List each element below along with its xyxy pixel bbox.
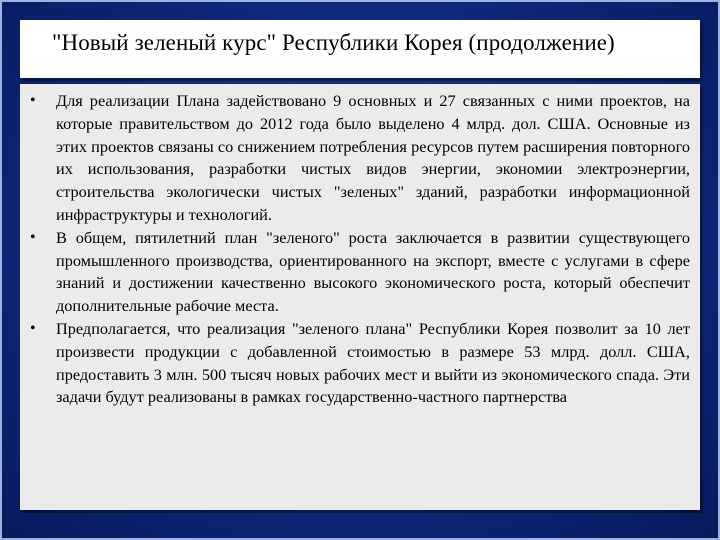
- bullet-icon: •: [30, 92, 36, 109]
- bullet-list: [30, 90, 690, 409]
- bullet-text-3: Предполагается, что реализация "зеленого плана" Республики Корея позволит за 10 лет произвести продукции с добавленной стоимостью в размере 53 млрд. долл. США, предоставить 3 млн. 500 тысяч новых рабочих мест и выйти из экономического спада. Эти задачи будут реализованы в рамках государственно-частного партнерства: [56, 318, 690, 407]
- bullet-item-2: [30, 227, 690, 318]
- bullet-item-1: [30, 90, 690, 227]
- bullet-icon: •: [30, 319, 36, 337]
- slide-title: "Новый зеленый курс" Республики Корея (продолжение): [52, 30, 615, 55]
- bullet-item-3: [30, 318, 690, 409]
- bullet-icon: •: [30, 228, 36, 246]
- bullet-text-2: В общем, пятилетний план "зеленого" роста заключается в развитии существующего промышленного производства, ориентированного на экспорт, вместе с услугами в сфере знаний и достижении качественно высокого экономического роста, который обеспечит дополнительные рабочие места.: [56, 227, 690, 316]
- content-box: [20, 84, 700, 510]
- title-box: [20, 20, 700, 78]
- bullet-text-1: Для реализации Плана задействовано 9 основных и 27 связанных с ними проектов, на которые правительством до 2012 года было выделено 4 млрд. дол. США. Основные из этих проектов связаны со снижением потребления ресурсов путем расширения повторного их использования, разработки чистых видов энергии, экономии электроэнергии, строительства экологически чистых "зеленых" зданий, разработки информационной инфраструктуры и технологий.: [56, 91, 690, 224]
